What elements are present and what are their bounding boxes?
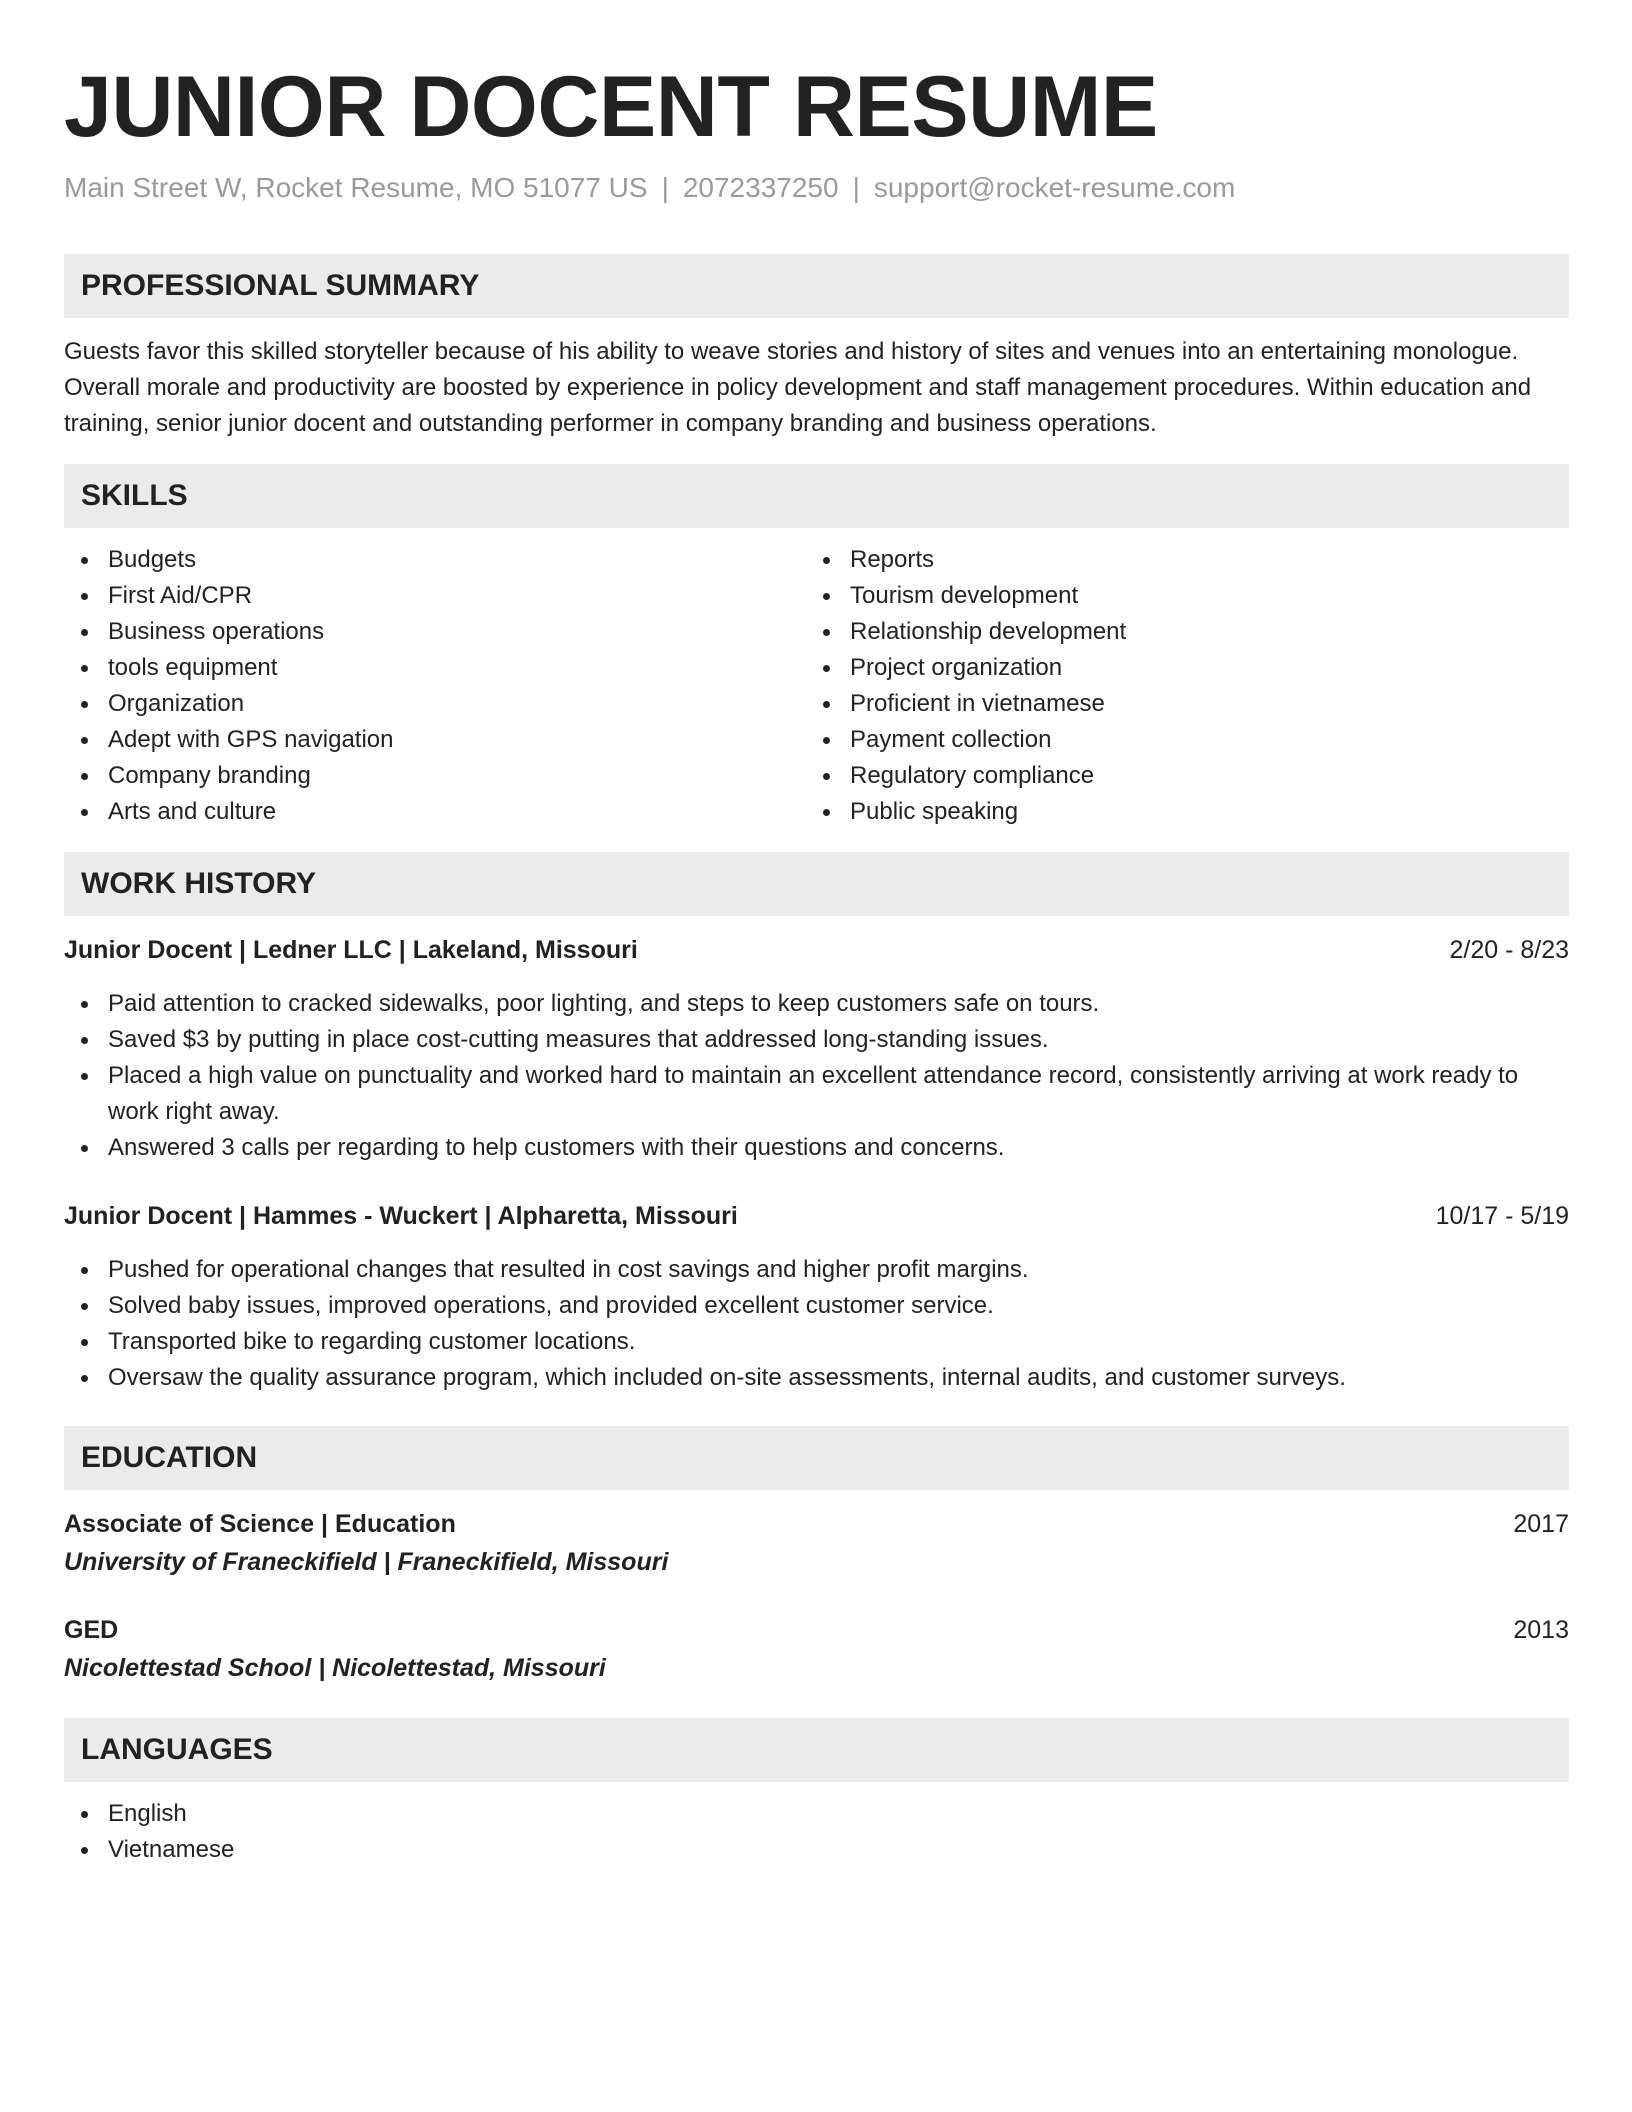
skill-item: Company branding [64,758,806,794]
skill-item: Public speaking [806,794,1548,830]
job-header [64,932,1569,968]
skill-item: Relationship development [806,614,1548,650]
skill-item: Proficient in vietnamese [806,686,1548,722]
resume-title: JUNIOR DOCENT RESUME [64,59,1158,155]
job-bullet: Placed a high value on punctuality and worked hard to maintain an excellent attendance record, consistently arriving at work ready to work right away. [64,1058,1569,1130]
job-bullet: Transported bike to regarding customer locations. [64,1324,1569,1360]
education-school: University of Franeckifield | Franeckifield, Missouri [64,1548,669,1576]
skill-item: Business operations [64,614,806,650]
skills-list [64,542,1569,830]
section-header-summary: PROFESSIONAL SUMMARY [64,254,1569,318]
job-bullet: Pushed for operational changes that resulted in cost savings and higher profit margins. [64,1252,1569,1288]
skill-item: Regulatory compliance [806,758,1548,794]
job-entry [64,1198,1569,1396]
job-title: Junior Docent | Ledner LLC | Lakeland, Missouri [64,936,638,964]
skill-item: First Aid/CPR [64,578,806,614]
education-degree: GED [64,1616,119,1644]
contact-phone: 2072337250 [682,172,839,203]
skills-column-left [64,542,806,830]
skill-item: Adept with GPS navigation [64,722,806,758]
education-year: 2013 [1513,1616,1569,1644]
job-bullets [64,986,1569,1166]
skill-item: Payment collection [806,722,1548,758]
skill-item: Budgets [64,542,806,578]
job-dates: 2/20 - 8/23 [1449,936,1569,964]
education-degree: Associate of Science | Education [64,1510,456,1538]
section-header-skills: SKILLS [64,464,1569,528]
education-header [64,1506,1569,1542]
section-header-languages: LANGUAGES [64,1718,1569,1782]
job-bullet: Saved $3 by putting in place cost-cutting measures that addressed long-standing issues. [64,1022,1569,1058]
job-bullet: Answered 3 calls per regarding to help customers with their questions and concerns. [64,1130,1569,1166]
education-header [64,1612,1569,1648]
skill-item: Project organization [806,650,1548,686]
language-item: English [64,1796,1569,1832]
education-entry [64,1506,1569,1582]
skill-item: Arts and culture [64,794,806,830]
education-year: 2017 [1513,1510,1569,1538]
skill-item: Reports [806,542,1548,578]
skill-item: Organization [64,686,806,722]
job-bullets [64,1252,1569,1396]
resume-page [64,48,1569,1868]
job-header [64,1198,1569,1234]
job-bullet: Paid attention to cracked sidewalks, poor lighting, and steps to keep customers safe on tours. [64,986,1569,1022]
contact-email: support@rocket-resume.com [873,172,1236,203]
job-bullet: Oversaw the quality assurance program, which included on-site assessments, internal audits, and customer surveys. [64,1360,1569,1396]
contact-line [64,174,1569,202]
languages-list [64,1796,1569,1868]
contact-separator: | [852,172,860,203]
section-header-work-history: WORK HISTORY [64,852,1569,916]
education-entry [64,1612,1569,1688]
job-bullet: Solved baby issues, improved operations, and provided excellent customer service. [64,1288,1569,1324]
language-item: Vietnamese [64,1832,1569,1868]
job-title: Junior Docent | Hammes - Wuckert | Alpharetta, Missouri [64,1202,738,1230]
summary-text: Guests favor this skilled storyteller because of his ability to weave stories and history of sites and venues into an entertaining monologue. Overall morale and productivity are boosted by experience in policy development and staff management procedures. Within education and training, senior junior docent and outstanding performer in company branding and business operations. [64,338,1532,437]
contact-address: Main Street W, Rocket Resume, MO 51077 US [64,172,648,203]
job-entry [64,932,1569,1166]
section-header-education: EDUCATION [64,1426,1569,1490]
skill-item: Tourism development [806,578,1548,614]
education-school: Nicolettestad School | Nicolettestad, Missouri [64,1654,606,1682]
job-dates: 10/17 - 5/19 [1435,1202,1569,1230]
skills-column-right [806,542,1548,830]
skill-item: tools equipment [64,650,806,686]
contact-separator: | [661,172,669,203]
